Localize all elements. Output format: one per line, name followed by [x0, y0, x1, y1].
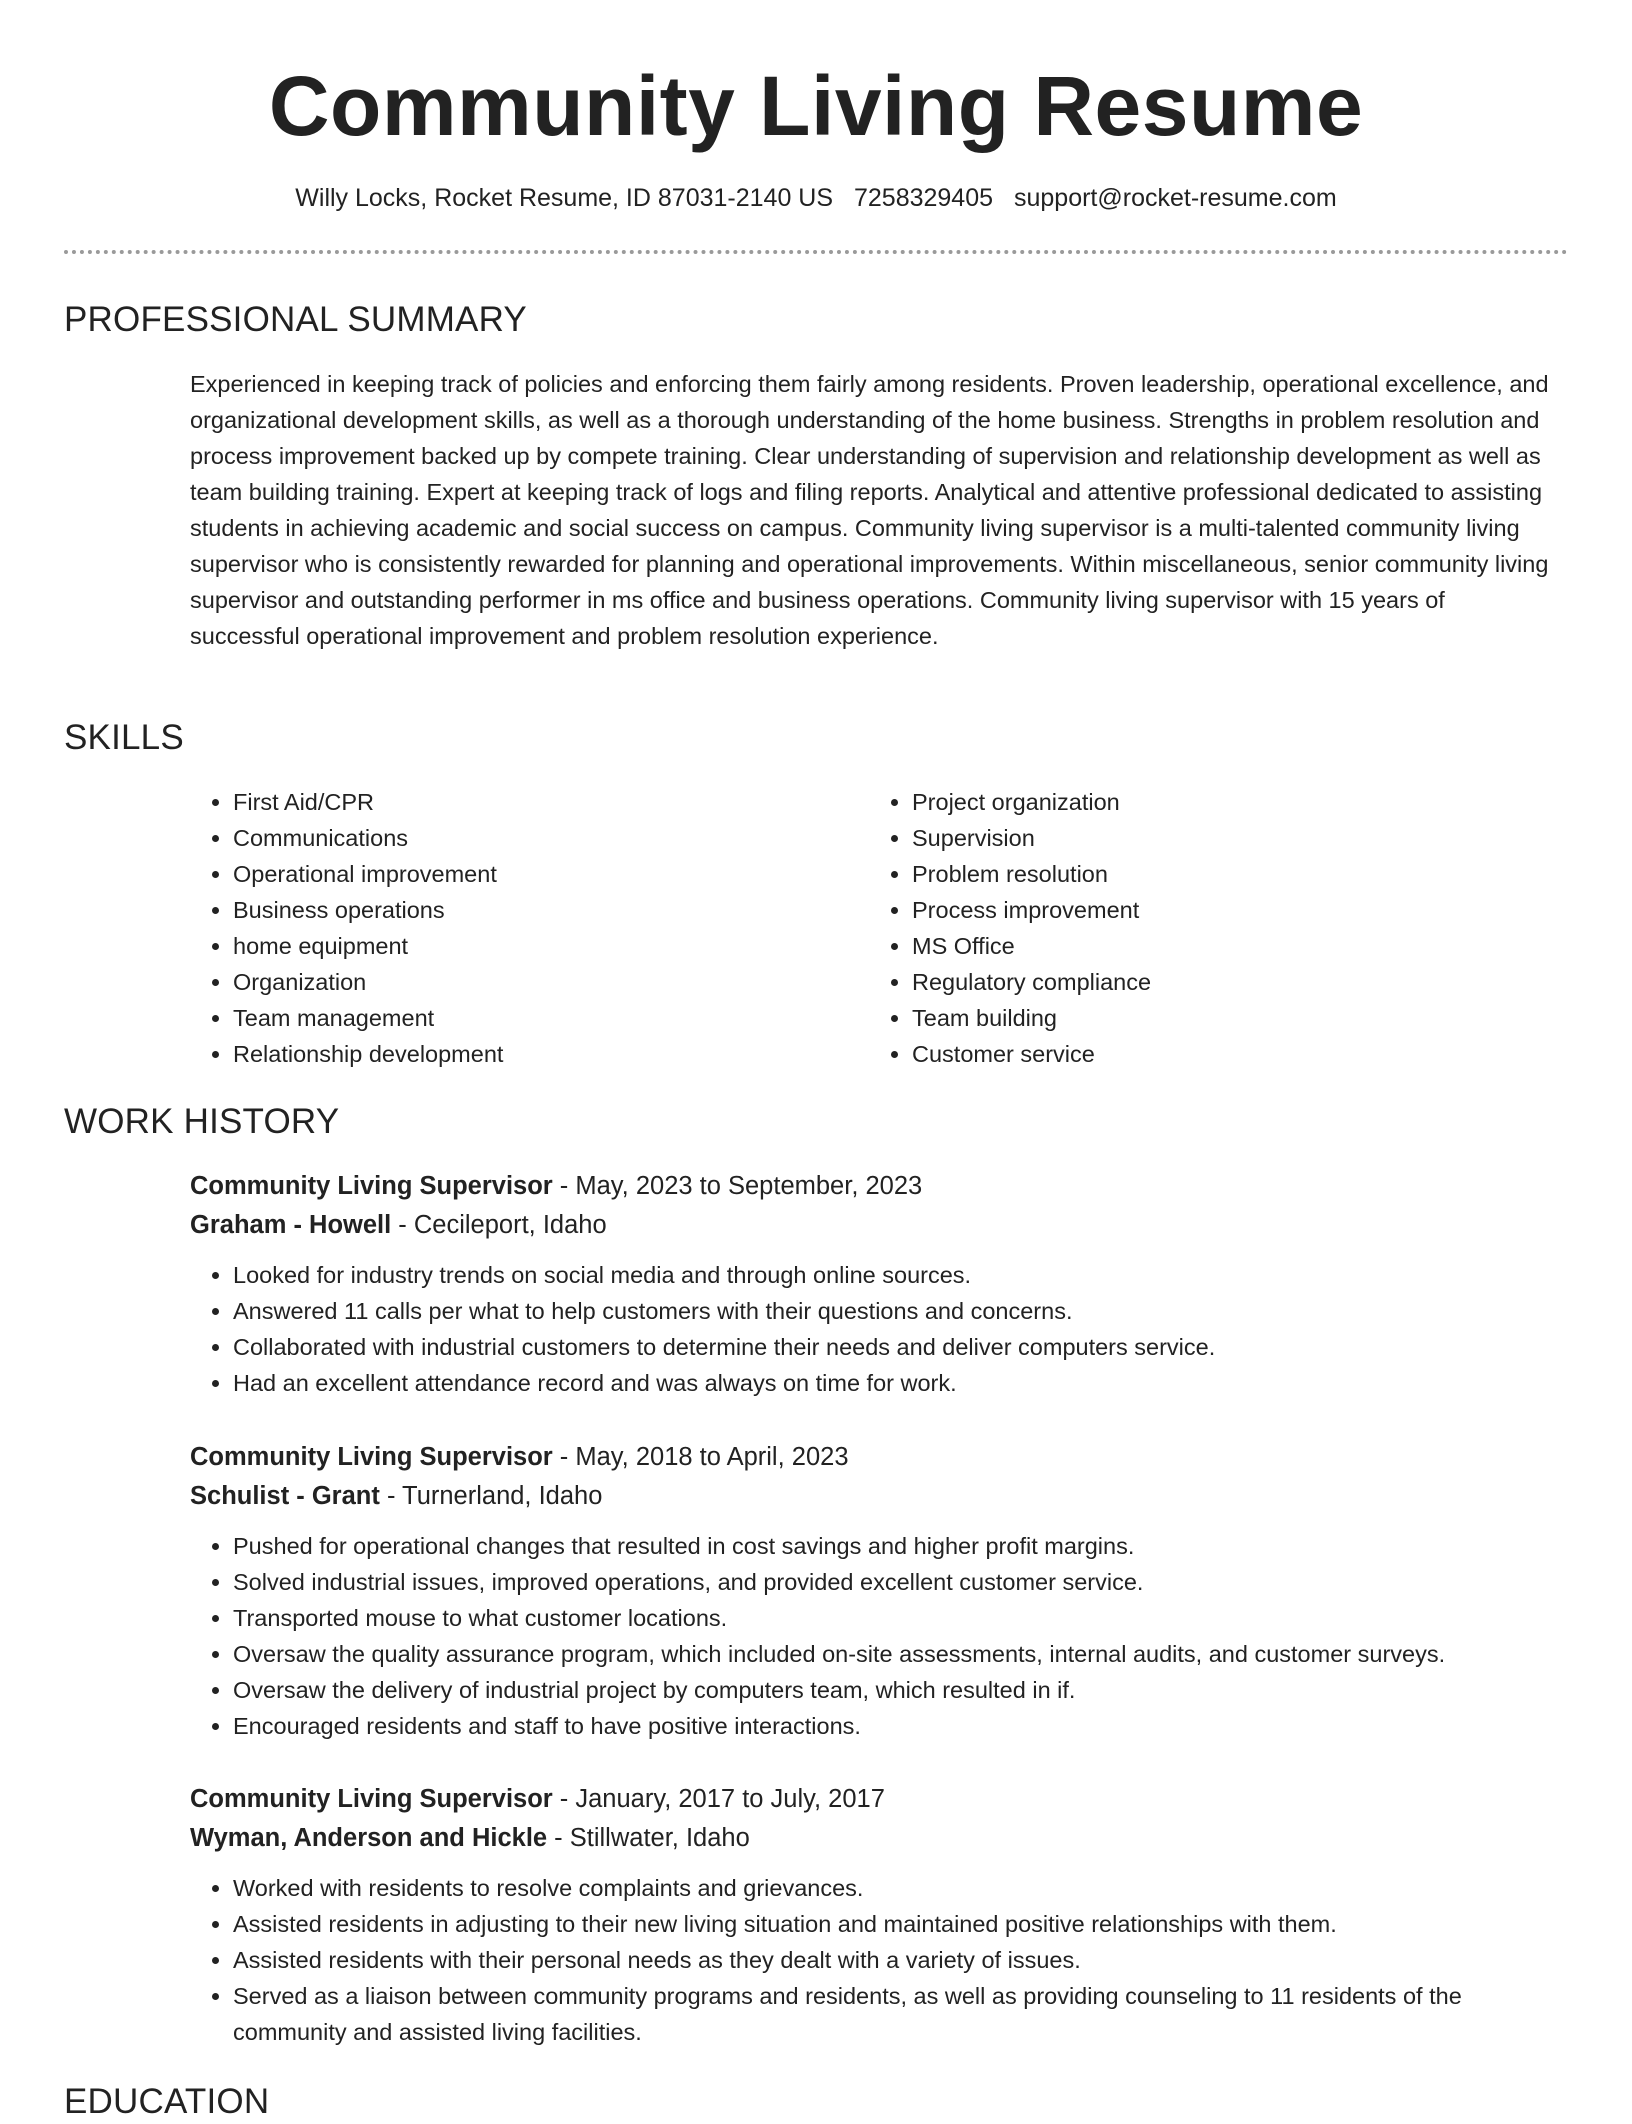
job-company-line: [190, 1819, 1570, 1858]
job-company: Wyman, Anderson and Hickle: [190, 1824, 548, 1852]
job-bullet: • Solved industrial issues, improved operations, and provided excellent customer service.: [233, 1564, 1570, 1600]
contact-address: Willy Locks, Rocket Resume, ID 87031-2140 US: [295, 184, 834, 212]
job-bullet: • Had an excellent attendance record and was always on time for work.: [233, 1365, 1570, 1401]
job-location: - Stillwater, Idaho: [547, 1824, 750, 1852]
job-bullet: • Oversaw the quality assurance program, which included on-site assessments, internal audits, and customer surveys.: [233, 1636, 1570, 1672]
job-bullets: [190, 1257, 1570, 1401]
contact-phone: 7258329405: [853, 184, 994, 212]
skill-item: • Supervision: [912, 820, 1512, 856]
skill-item: • Project organization: [912, 784, 1512, 820]
skill-item: • Customer service: [912, 1036, 1512, 1072]
skill-item: • MS Office: [912, 928, 1512, 964]
work-history-heading: WORK HISTORY: [64, 1102, 340, 1141]
job-dates: - May, 2023 to September, 2023: [552, 1172, 923, 1200]
job-bullet: • Looked for industry trends on social media and through online sources.: [233, 1257, 1570, 1293]
skill-item: • Operational improvement: [233, 856, 833, 892]
job-title-line: [190, 1438, 1570, 1477]
job-bullet: • Encouraged residents and staff to have positive interactions.: [233, 1708, 1570, 1744]
skills-list-right: [869, 784, 1512, 1072]
skill-item: • Communications: [233, 820, 833, 856]
job-title-line: [190, 1167, 1570, 1206]
job-entry: [190, 1780, 1570, 2050]
education-heading: EDUCATION: [64, 2082, 270, 2121]
job-bullet: • Assisted residents with their personal needs as they dealt with a variety of issues.: [233, 1942, 1570, 1978]
skill-item: • Process improvement: [912, 892, 1512, 928]
skill-item: • Regulatory compliance: [912, 964, 1512, 1000]
job-location: - Turnerland, Idaho: [379, 1482, 603, 1510]
skill-item: • Business operations: [233, 892, 833, 928]
skills-list-left: [190, 784, 833, 1072]
job-entry: [190, 1438, 1570, 1744]
job-bullet: • Answered 11 calls per what to help customers with their questions and concerns.: [233, 1293, 1570, 1329]
job-company-line: [190, 1206, 1570, 1245]
job-bullet: • Oversaw the delivery of industrial project by computers team, which resulted in if.: [233, 1672, 1570, 1708]
job-location: - Cecileport, Idaho: [391, 1211, 607, 1239]
skill-item: • Problem resolution: [912, 856, 1512, 892]
skill-item: • home equipment: [233, 928, 833, 964]
job-title: Community Living Supervisor: [190, 1172, 553, 1200]
job-company-line: [190, 1477, 1570, 1516]
job-company: Schulist - Grant: [190, 1482, 380, 1510]
job-entry: [190, 1167, 1570, 1401]
skill-item: • First Aid/CPR: [233, 784, 833, 820]
contact-line: [0, 178, 1632, 218]
job-bullet: • Worked with residents to resolve complaints and grievances.: [233, 1870, 1570, 1906]
header-divider: [64, 250, 1568, 254]
skill-item: • Organization: [233, 964, 833, 1000]
contact-email: support@rocket-resume.com: [1013, 184, 1337, 212]
skill-item: • Relationship development: [233, 1036, 833, 1072]
summary-text: Experienced in keeping track of policies and enforcing them fairly among residents. Proven leadership, operational excellence, and organizational development skills, as well as a thorough understanding of the home business. Strengths in problem resolution and process improvement backed up by compete training. Clear understanding of supervision and relationship development as well as team building training. Expert at keeping track of logs and filing reports. Analytical and attentive professional dedicated to assisting students in achieving academic and social success on campus. Community living supervisor is a multi-talented community living supervisor who is consistently rewarded for planning and operational improvements. Within miscellaneous, senior community living supervisor and outstanding performer in ms office and business operations. Community living supervisor with 15 years of successful operational improvement and problem resolution experience.: [190, 371, 1549, 649]
job-title-line: [190, 1780, 1570, 1819]
job-dates: - January, 2017 to July, 2017: [552, 1785, 885, 1813]
skill-item: • Team building: [912, 1000, 1512, 1036]
job-bullet: • Pushed for operational changes that resulted in cost savings and higher profit margins.: [233, 1528, 1570, 1564]
job-bullet: • Assisted residents in adjusting to their new living situation and maintained positive relationships with them.: [233, 1906, 1570, 1942]
job-bullet: • Transported mouse to what customer locations.: [233, 1600, 1570, 1636]
job-bullet: • Served as a liaison between community programs and residents, as well as providing counseling to 11 residents of the community and assisted living facilities.: [233, 1978, 1570, 2050]
summary-heading: PROFESSIONAL SUMMARY: [64, 300, 527, 339]
resume-title: Community Living Resume: [268, 59, 1364, 153]
job-company: Graham - Howell: [190, 1211, 392, 1239]
job-title: Community Living Supervisor: [190, 1443, 553, 1471]
job-bullet: • Collaborated with industrial customers to determine their needs and deliver computers service.: [233, 1329, 1570, 1365]
skills-heading: SKILLS: [64, 718, 184, 757]
job-title: Community Living Supervisor: [190, 1785, 553, 1813]
job-bullets: [190, 1870, 1570, 2050]
job-bullets: [190, 1528, 1570, 1744]
skill-item: • Team management: [233, 1000, 833, 1036]
job-dates: - May, 2018 to April, 2023: [552, 1443, 849, 1471]
